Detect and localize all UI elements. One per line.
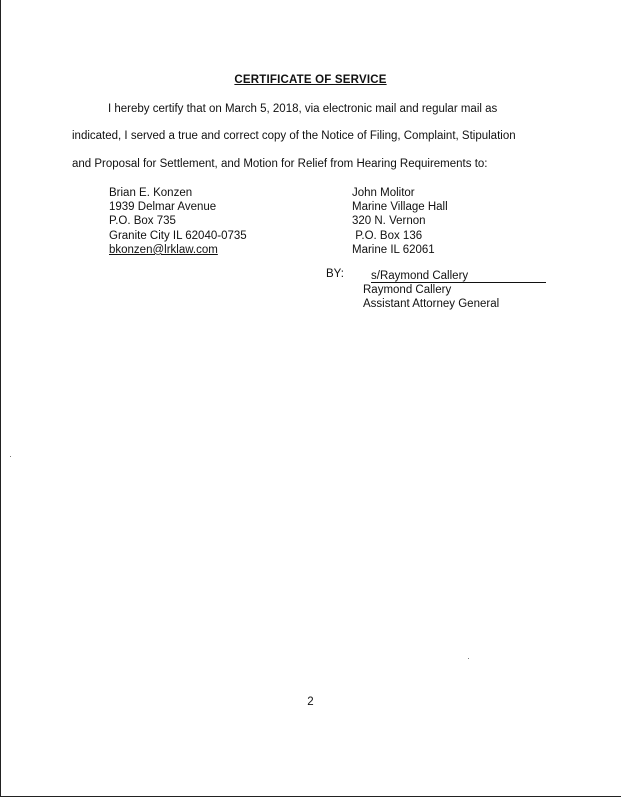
electronic-signature: s/Raymond Callery xyxy=(371,270,469,282)
recipient-address-2 xyxy=(352,186,448,257)
signer-name: Raymond Callery xyxy=(363,284,452,296)
by-label: BY: xyxy=(326,268,344,280)
page-number: 2 xyxy=(307,696,314,708)
body-line-2: indicated, I served a true and correct copy of the Notice of Filing, Complaint, Stipulation xyxy=(72,130,516,142)
scan-speck xyxy=(10,456,11,457)
recipient-street-2: 320 N. Vernon xyxy=(352,215,426,228)
body-line-3: and Proposal for Settlement, and Motion for Relief from Hearing Requirements to: xyxy=(72,158,488,170)
recipient-street: 1939 Delmar Avenue xyxy=(109,201,217,214)
recipient-po-box: P.O. Box 136 xyxy=(352,229,423,242)
signature-line xyxy=(371,270,546,283)
page-left-edge xyxy=(0,0,1,796)
recipient-city: Granite City IL 62040-0735 xyxy=(109,229,247,242)
recipient-city: Marine IL 62061 xyxy=(352,243,435,256)
recipient-name: Brian E. Konzen xyxy=(109,187,193,199)
recipient-po-box: P.O. Box 735 xyxy=(109,215,176,228)
recipient-name: John Molitor xyxy=(352,187,415,199)
signature-block xyxy=(363,283,499,311)
scan-speck xyxy=(468,658,469,659)
page-bottom-edge xyxy=(0,796,621,797)
body-line-1: I hereby certify that on March 5, 2018, via electronic mail and regular mail as xyxy=(108,103,498,115)
recipient-email[interactable]: bkonzen@lrklaw.com xyxy=(109,243,218,256)
recipient-address-1 xyxy=(109,186,247,257)
signer-title: Assistant Attorney General xyxy=(363,298,500,311)
document-title: CERTIFICATE OF SERVICE xyxy=(234,74,387,86)
recipient-street: Marine Village Hall xyxy=(352,201,448,214)
